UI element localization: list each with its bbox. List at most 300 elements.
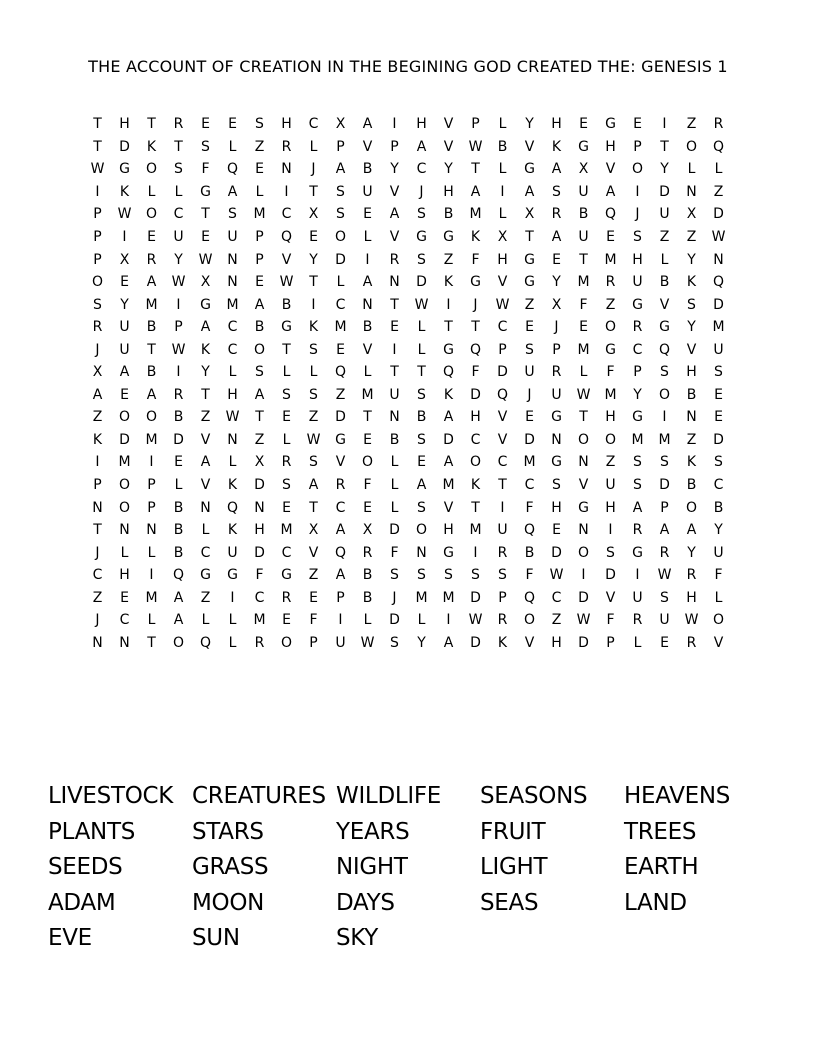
grid-letter[interactable]: D <box>470 589 481 606</box>
grid-letter[interactable]: B <box>659 274 670 291</box>
grid-letter[interactable]: T <box>471 161 480 178</box>
grid-letter[interactable]: M <box>604 251 617 268</box>
grid-letter[interactable]: C <box>308 116 319 133</box>
grid-letter[interactable]: Q <box>226 161 239 178</box>
grid-letter[interactable]: R <box>173 116 184 133</box>
grid-letter[interactable]: D <box>713 431 724 448</box>
grid-letter[interactable]: W <box>198 251 213 268</box>
grid-letter[interactable]: E <box>282 409 291 426</box>
grid-letter[interactable]: Z <box>254 431 265 448</box>
grid-letter[interactable]: V <box>497 274 508 291</box>
grid-letter[interactable]: X <box>200 274 211 291</box>
grid-letter[interactable]: H <box>551 116 562 133</box>
grid-letter[interactable]: X <box>497 229 508 245</box>
grid-letter[interactable]: M <box>253 612 266 629</box>
grid-letter[interactable]: C <box>497 454 508 471</box>
grid-letter[interactable]: E <box>174 454 183 471</box>
grid-letter[interactable]: T <box>309 274 318 291</box>
grid-letter[interactable]: L <box>228 454 237 471</box>
grid-letter[interactable]: S <box>552 183 561 200</box>
grid-letter[interactable]: K <box>92 431 103 448</box>
grid-letter[interactable]: C <box>524 477 535 494</box>
grid-letter[interactable]: E <box>525 409 534 426</box>
grid-letter[interactable]: I <box>122 229 127 245</box>
grid-letter[interactable]: G <box>524 274 535 291</box>
grid-letter[interactable]: T <box>471 499 480 516</box>
grid-letter[interactable]: F <box>255 567 264 584</box>
grid-letter[interactable]: R <box>497 612 508 629</box>
grid-letter[interactable]: T <box>390 364 399 381</box>
grid-letter[interactable]: B <box>173 499 184 516</box>
grid-letter[interactable]: S <box>633 477 642 494</box>
grid-letter[interactable]: E <box>282 612 291 629</box>
grid-letter[interactable]: E <box>579 116 588 133</box>
grid-letter[interactable]: Z <box>605 296 616 313</box>
grid-letter[interactable]: E <box>228 116 237 133</box>
grid-letter[interactable]: D <box>119 431 130 448</box>
grid-letter[interactable]: E <box>201 116 210 133</box>
grid-letter[interactable]: H <box>227 386 238 403</box>
grid-letter[interactable]: N <box>146 522 157 539</box>
grid-letter[interactable]: F <box>201 161 210 178</box>
grid-letter[interactable]: Y <box>552 274 561 291</box>
grid-letter[interactable]: P <box>255 229 264 245</box>
grid-letter[interactable]: N <box>362 296 373 313</box>
grid-letter[interactable]: S <box>417 499 426 516</box>
grid-letter[interactable]: V <box>389 183 400 200</box>
grid-letter[interactable]: J <box>311 161 316 178</box>
grid-letter[interactable]: G <box>551 409 562 426</box>
grid-letter[interactable]: O <box>604 431 617 448</box>
grid-letter[interactable]: I <box>176 296 181 313</box>
grid-letter[interactable]: S <box>336 183 345 200</box>
grid-letter[interactable]: C <box>281 206 292 223</box>
grid-letter[interactable]: Q <box>334 364 347 381</box>
grid-letter[interactable]: P <box>336 138 345 155</box>
grid-letter[interactable]: M <box>334 319 347 336</box>
grid-letter[interactable]: G <box>200 183 211 200</box>
grid-letter[interactable]: A <box>92 386 103 403</box>
grid-letter[interactable]: E <box>363 499 372 516</box>
grid-letter[interactable]: T <box>147 116 156 133</box>
grid-letter[interactable]: E <box>336 341 345 358</box>
grid-letter[interactable]: F <box>714 567 723 584</box>
grid-letter[interactable]: V <box>200 477 211 494</box>
grid-letter[interactable]: U <box>362 183 373 200</box>
grid-letter[interactable]: N <box>227 251 238 268</box>
grid-letter[interactable]: L <box>363 364 372 381</box>
grid-letter[interactable]: W <box>225 409 240 426</box>
grid-letter[interactable]: U <box>173 229 184 245</box>
grid-letter[interactable]: S <box>417 251 426 268</box>
grid-letter[interactable]: B <box>254 319 265 336</box>
grid-letter[interactable]: Y <box>417 634 426 651</box>
grid-letter[interactable]: C <box>200 544 211 561</box>
grid-letter[interactable]: S <box>282 386 291 403</box>
grid-letter[interactable]: C <box>335 296 346 313</box>
grid-letter[interactable]: Q <box>658 341 671 358</box>
grid-letter[interactable]: R <box>713 116 724 133</box>
grid-letter[interactable]: I <box>230 589 235 606</box>
grid-letter[interactable]: N <box>92 499 103 516</box>
grid-letter[interactable]: G <box>281 319 292 336</box>
grid-letter[interactable]: T <box>282 341 291 358</box>
grid-letter[interactable]: I <box>176 364 181 381</box>
grid-letter[interactable]: R <box>659 544 670 561</box>
grid-letter[interactable]: A <box>173 612 184 629</box>
grid-letter[interactable]: A <box>443 409 454 426</box>
grid-letter[interactable]: S <box>417 567 426 584</box>
grid-letter[interactable]: O <box>253 341 266 358</box>
grid-letter[interactable]: O <box>118 499 131 516</box>
grid-letter[interactable]: E <box>606 229 615 245</box>
grid-letter[interactable]: P <box>147 499 156 516</box>
grid-letter[interactable]: Y <box>201 364 210 381</box>
grid-letter[interactable]: G <box>578 499 589 516</box>
grid-letter[interactable]: I <box>662 409 667 426</box>
grid-letter[interactable]: V <box>308 544 319 561</box>
grid-letter[interactable]: Z <box>686 229 697 245</box>
grid-letter[interactable]: Z <box>308 409 319 426</box>
grid-letter[interactable]: E <box>201 229 210 245</box>
grid-letter[interactable]: E <box>552 251 561 268</box>
grid-letter[interactable]: L <box>228 138 237 155</box>
grid-letter[interactable]: G <box>605 341 616 358</box>
grid-letter[interactable]: U <box>632 274 643 291</box>
grid-letter[interactable]: A <box>686 522 697 539</box>
grid-letter[interactable]: G <box>632 409 643 426</box>
grid-letter[interactable]: O <box>145 206 158 223</box>
grid-letter[interactable]: V <box>200 431 211 448</box>
grid-letter[interactable]: A <box>470 183 481 200</box>
grid-letter[interactable]: O <box>631 161 644 178</box>
grid-letter[interactable]: I <box>500 183 505 200</box>
grid-letter[interactable]: Y <box>687 251 696 268</box>
grid-letter[interactable]: E <box>363 206 372 223</box>
grid-letter[interactable]: L <box>633 634 642 651</box>
grid-letter[interactable]: C <box>173 206 184 223</box>
grid-letter[interactable]: S <box>552 477 561 494</box>
grid-letter[interactable]: E <box>525 319 534 336</box>
grid-letter[interactable]: Y <box>525 116 534 133</box>
grid-letter[interactable]: S <box>282 477 291 494</box>
grid-letter[interactable]: E <box>255 274 264 291</box>
grid-letter[interactable]: U <box>389 386 400 403</box>
grid-letter[interactable]: E <box>120 589 129 606</box>
grid-letter[interactable]: B <box>686 386 697 403</box>
grid-letter[interactable]: M <box>118 454 131 471</box>
grid-letter[interactable]: S <box>525 341 534 358</box>
grid-letter[interactable]: I <box>581 567 586 584</box>
grid-letter[interactable]: V <box>497 431 508 448</box>
grid-letter[interactable]: S <box>390 567 399 584</box>
grid-letter[interactable]: H <box>416 116 427 133</box>
grid-letter[interactable]: P <box>93 229 102 245</box>
grid-letter[interactable]: Y <box>660 161 669 178</box>
grid-letter[interactable]: G <box>524 161 535 178</box>
grid-letter[interactable]: O <box>604 319 617 336</box>
grid-letter[interactable]: D <box>470 386 481 403</box>
grid-letter[interactable]: B <box>362 319 373 336</box>
grid-letter[interactable]: Z <box>551 612 562 629</box>
grid-letter[interactable]: A <box>173 589 184 606</box>
grid-letter[interactable]: E <box>633 116 642 133</box>
grid-letter[interactable]: B <box>686 477 697 494</box>
grid-letter[interactable]: D <box>713 206 724 223</box>
grid-letter[interactable]: P <box>174 319 183 336</box>
grid-letter[interactable]: X <box>254 454 265 471</box>
grid-letter[interactable]: F <box>471 251 480 268</box>
grid-letter[interactable]: V <box>497 409 508 426</box>
grid-letter[interactable]: A <box>416 138 427 155</box>
grid-letter[interactable]: B <box>443 206 454 223</box>
grid-letter[interactable]: F <box>471 364 480 381</box>
grid-letter[interactable]: N <box>119 522 130 539</box>
grid-letter[interactable]: N <box>254 499 265 516</box>
grid-letter[interactable]: M <box>442 477 455 494</box>
grid-letter[interactable]: U <box>578 183 589 200</box>
grid-letter[interactable]: N <box>686 183 697 200</box>
grid-letter[interactable]: B <box>389 431 400 448</box>
grid-letter[interactable]: A <box>362 274 373 291</box>
grid-letter[interactable]: A <box>443 454 454 471</box>
grid-letter[interactable]: Z <box>92 409 103 426</box>
grid-letter[interactable]: K <box>146 138 157 155</box>
grid-letter[interactable]: G <box>578 138 589 155</box>
grid-letter[interactable]: Z <box>443 251 454 268</box>
grid-letter[interactable]: K <box>119 183 130 200</box>
grid-letter[interactable]: P <box>390 138 399 155</box>
grid-letter[interactable]: F <box>525 567 534 584</box>
grid-letter[interactable]: Q <box>604 206 617 223</box>
grid-letter[interactable]: P <box>471 116 480 133</box>
grid-letter[interactable]: G <box>200 567 211 584</box>
grid-letter[interactable]: L <box>201 612 210 629</box>
grid-letter[interactable]: T <box>309 499 318 516</box>
grid-letter[interactable]: D <box>335 409 346 426</box>
grid-letter[interactable]: W <box>576 386 591 403</box>
grid-letter[interactable]: L <box>336 274 345 291</box>
grid-letter[interactable]: P <box>255 251 264 268</box>
grid-letter[interactable]: E <box>309 589 318 606</box>
grid-letter[interactable]: H <box>443 522 454 539</box>
grid-letter[interactable]: S <box>714 454 723 471</box>
grid-letter[interactable]: R <box>281 589 292 606</box>
grid-letter[interactable]: P <box>633 364 642 381</box>
grid-letter[interactable]: P <box>552 341 561 358</box>
grid-letter[interactable]: Z <box>335 386 346 403</box>
grid-letter[interactable]: K <box>443 274 454 291</box>
grid-letter[interactable]: V <box>524 634 535 651</box>
grid-letter[interactable]: G <box>524 251 535 268</box>
grid-letter[interactable]: V <box>443 138 454 155</box>
grid-letter[interactable]: R <box>281 454 292 471</box>
grid-letter[interactable]: C <box>281 544 292 561</box>
grid-letter[interactable]: A <box>551 161 562 178</box>
grid-letter[interactable]: W <box>711 229 726 245</box>
grid-letter[interactable]: R <box>173 386 184 403</box>
grid-letter[interactable]: F <box>606 612 615 629</box>
grid-letter[interactable]: O <box>685 499 698 516</box>
grid-letter[interactable]: M <box>469 522 482 539</box>
grid-letter[interactable]: L <box>174 183 183 200</box>
grid-letter[interactable]: L <box>309 364 318 381</box>
grid-letter[interactable]: L <box>147 183 156 200</box>
grid-letter[interactable]: U <box>119 341 130 358</box>
grid-letter[interactable]: M <box>145 589 158 606</box>
grid-letter[interactable]: L <box>687 161 696 178</box>
grid-letter[interactable]: Z <box>308 567 319 584</box>
grid-letter[interactable]: P <box>147 477 156 494</box>
grid-letter[interactable]: L <box>714 161 723 178</box>
grid-letter[interactable]: A <box>524 183 535 200</box>
grid-letter[interactable]: X <box>119 251 130 268</box>
grid-letter[interactable]: S <box>606 544 615 561</box>
grid-letter[interactable]: X <box>335 116 346 133</box>
grid-letter[interactable]: D <box>578 589 589 606</box>
grid-letter[interactable]: R <box>686 634 697 651</box>
grid-letter[interactable]: M <box>712 319 725 336</box>
grid-letter[interactable]: V <box>443 499 454 516</box>
grid-letter[interactable]: A <box>632 499 643 516</box>
grid-letter[interactable]: P <box>660 499 669 516</box>
grid-letter[interactable]: U <box>713 341 724 358</box>
grid-letter[interactable]: X <box>524 206 535 223</box>
grid-letter[interactable]: I <box>95 454 100 471</box>
grid-letter[interactable]: A <box>227 183 238 200</box>
grid-letter[interactable]: M <box>226 296 239 313</box>
grid-letter[interactable]: X <box>578 161 589 178</box>
grid-letter[interactable]: N <box>389 409 400 426</box>
grid-letter[interactable]: N <box>578 522 589 539</box>
grid-letter[interactable]: U <box>713 544 724 561</box>
grid-letter[interactable]: T <box>147 341 156 358</box>
grid-letter[interactable]: A <box>416 477 427 494</box>
grid-letter[interactable]: C <box>119 612 130 629</box>
grid-letter[interactable]: Y <box>174 251 183 268</box>
grid-letter[interactable]: S <box>687 296 696 313</box>
grid-letter[interactable]: G <box>551 454 562 471</box>
grid-letter[interactable]: Q <box>469 341 482 358</box>
grid-letter[interactable]: G <box>416 229 427 245</box>
grid-letter[interactable]: H <box>443 183 454 200</box>
grid-letter[interactable]: O <box>361 454 374 471</box>
grid-letter[interactable]: I <box>392 341 397 358</box>
grid-letter[interactable]: S <box>309 454 318 471</box>
grid-letter[interactable]: M <box>415 589 428 606</box>
grid-letter[interactable]: A <box>200 454 211 471</box>
grid-letter[interactable]: Z <box>713 183 724 200</box>
grid-letter[interactable]: O <box>415 522 428 539</box>
grid-letter[interactable]: N <box>281 161 292 178</box>
grid-letter[interactable]: D <box>389 522 400 539</box>
grid-letter[interactable]: W <box>414 296 429 313</box>
grid-letter[interactable]: S <box>498 567 507 584</box>
grid-letter[interactable]: A <box>146 386 157 403</box>
grid-letter[interactable]: W <box>468 612 483 629</box>
grid-letter[interactable]: C <box>551 589 562 606</box>
grid-letter[interactable]: Z <box>686 431 697 448</box>
grid-letter[interactable]: X <box>686 206 697 223</box>
grid-letter[interactable]: H <box>551 634 562 651</box>
grid-letter[interactable]: V <box>659 296 670 313</box>
grid-letter[interactable]: A <box>308 477 319 494</box>
grid-letter[interactable]: H <box>551 499 562 516</box>
grid-letter[interactable]: E <box>417 454 426 471</box>
grid-letter[interactable]: I <box>284 183 289 200</box>
grid-letter[interactable]: D <box>389 612 400 629</box>
grid-letter[interactable]: E <box>147 229 156 245</box>
grid-letter[interactable]: R <box>551 206 562 223</box>
grid-letter[interactable]: T <box>201 206 210 223</box>
grid-letter[interactable]: V <box>389 229 400 245</box>
grid-letter[interactable]: M <box>604 386 617 403</box>
grid-letter[interactable]: R <box>632 612 643 629</box>
grid-letter[interactable]: T <box>309 183 318 200</box>
grid-letter[interactable]: R <box>686 567 697 584</box>
grid-letter[interactable]: I <box>635 183 640 200</box>
grid-letter[interactable]: N <box>227 431 238 448</box>
grid-letter[interactable]: U <box>659 612 670 629</box>
grid-letter[interactable]: T <box>201 386 210 403</box>
grid-letter[interactable]: R <box>551 364 562 381</box>
grid-letter[interactable]: O <box>145 161 158 178</box>
grid-letter[interactable]: L <box>417 612 426 629</box>
grid-letter[interactable]: S <box>417 206 426 223</box>
grid-letter[interactable]: F <box>390 544 399 561</box>
grid-letter[interactable]: H <box>254 522 265 539</box>
grid-letter[interactable]: W <box>171 274 186 291</box>
grid-letter[interactable]: K <box>470 477 481 494</box>
grid-letter[interactable]: S <box>390 634 399 651</box>
grid-letter[interactable]: S <box>174 161 183 178</box>
grid-letter[interactable]: R <box>335 477 346 494</box>
grid-letter[interactable]: E <box>390 319 399 336</box>
grid-letter[interactable]: H <box>119 116 130 133</box>
grid-letter[interactable]: I <box>446 296 451 313</box>
grid-letter[interactable]: I <box>338 612 343 629</box>
grid-letter[interactable]: V <box>686 341 697 358</box>
grid-letter[interactable]: Q <box>712 138 725 155</box>
grid-letter[interactable]: Y <box>390 161 399 178</box>
grid-letter[interactable]: C <box>92 567 103 584</box>
grid-letter[interactable]: T <box>498 477 507 494</box>
grid-letter[interactable]: O <box>523 612 536 629</box>
grid-letter[interactable]: W <box>279 274 294 291</box>
grid-letter[interactable]: J <box>95 612 100 629</box>
grid-letter[interactable]: B <box>416 409 427 426</box>
grid-letter[interactable]: N <box>686 409 697 426</box>
grid-letter[interactable]: D <box>578 634 589 651</box>
grid-letter[interactable]: V <box>605 161 616 178</box>
grid-letter[interactable]: Z <box>524 296 535 313</box>
grid-letter[interactable]: L <box>120 544 129 561</box>
grid-letter[interactable]: L <box>228 364 237 381</box>
grid-letter[interactable]: B <box>146 319 157 336</box>
grid-letter[interactable]: M <box>253 206 266 223</box>
grid-letter[interactable]: L <box>660 251 669 268</box>
grid-letter[interactable]: J <box>95 341 100 358</box>
grid-letter[interactable]: Y <box>714 522 723 539</box>
grid-letter[interactable]: V <box>281 251 292 268</box>
grid-letter[interactable]: M <box>361 386 374 403</box>
grid-letter[interactable]: P <box>93 251 102 268</box>
grid-letter[interactable]: I <box>635 567 640 584</box>
grid-letter[interactable]: Z <box>686 116 697 133</box>
grid-letter[interactable]: S <box>309 341 318 358</box>
grid-letter[interactable]: L <box>309 138 318 155</box>
grid-letter[interactable]: P <box>93 477 102 494</box>
